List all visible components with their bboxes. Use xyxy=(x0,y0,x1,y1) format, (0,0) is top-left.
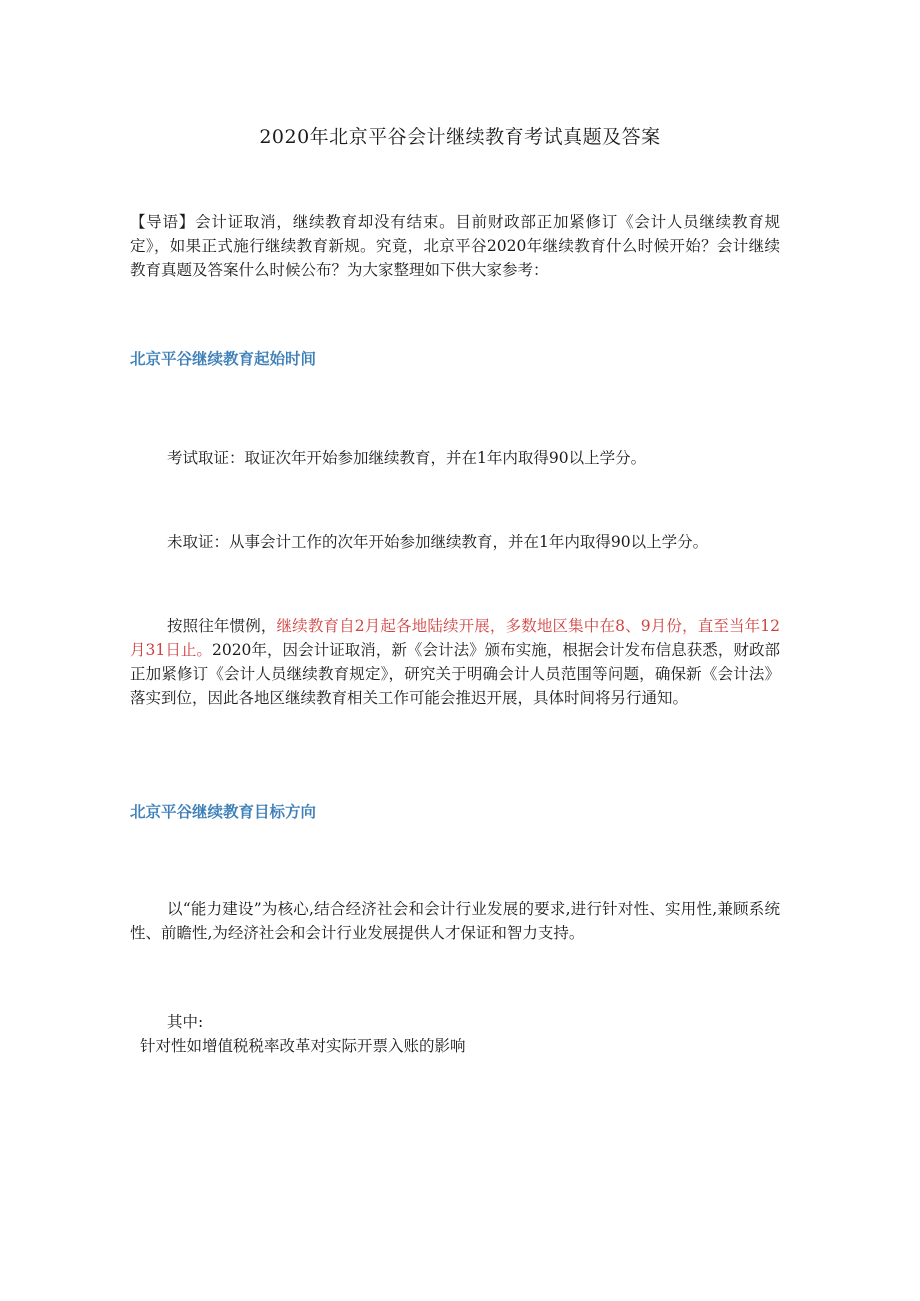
custom-suffix: 2020年，因会计证取消，新《会计法》颁布实施，根据会计发布信息获悉，财政部正加紧修订《会计人员继续教育规定》，研究关于明确会计人员范围等问题，确保新《会计法》落实到位，因此各地区继续教育相关工作可能会推迟开展，具体时间将另行通知。 xyxy=(130,641,780,707)
custom-prefix: 按照往年惯例， xyxy=(167,617,277,635)
intro-paragraph: 【导语】会计证取消，继续教育却没有结束。目前财政部正加紧修订《会计人员继续教育规定》，如果正式施行继续教育新规。究竟，北京平谷2020年继续教育什么时候开始？会计继续教育真题及答案什么时候公布？为大家整理如下供大家参考： xyxy=(130,213,780,279)
goal-paragraph: 以“能力建设”为核心,结合经济社会和会计行业发展的要求,进行针对性、实用性,兼顾系统性、前瞻性,为经济社会和会计行业发展提供人才保证和智力支持。 xyxy=(130,900,780,942)
no-cert-paragraph: 未取证：从事会计工作的次年开始参加继续教育，并在1年内取得90以上学分。 xyxy=(167,533,709,551)
example-line: 针对性如增值税税率改革对实际开票入账的影响 xyxy=(140,1037,466,1055)
among-label: 其中: xyxy=(167,1013,204,1031)
section-heading-goal: 北京平谷继续教育目标方向 xyxy=(130,803,317,821)
custom-paragraph xyxy=(130,614,780,710)
document-title: 2020年北京平谷会计继续教育考试真题及答案 xyxy=(259,126,661,148)
exam-cert-paragraph: 考试取证：取证次年开始参加继续教育，并在1年内取得90以上学分。 xyxy=(167,449,647,467)
custom-highlight: 继续教育自2月起各地陆续开展，多数地区集中在8、9月份，直至当年12月31日止。 xyxy=(130,617,780,659)
section-heading-start-time: 北京平谷继续教育起始时间 xyxy=(130,350,317,368)
